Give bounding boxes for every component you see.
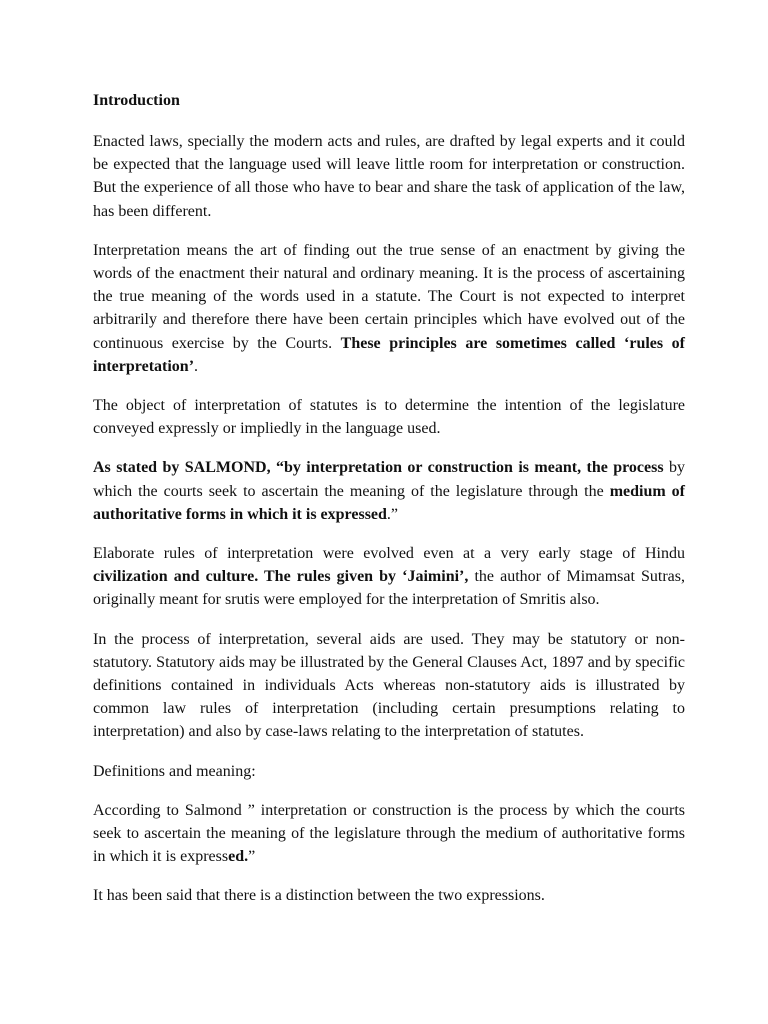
paragraph-hindu-rules <box>93 542 685 612</box>
document-page <box>93 90 685 924</box>
paragraph-text: According to Salmond ” interpretation or construction is the process by which the courts seek to ascertain the meaning of the legislature through the medium of authoritative forms in which it is express <box>93 801 685 866</box>
paragraph-text: Interpretation means the art of finding out the true sense of an enactment by giving the words of the enactment their natural and ordinary meaning. It is the process of ascertaining the true meaning of the words used in a statute. The Court is not expected to interpret arbitrarily and therefore there have been certain principles which have evolved out of the continuous exercise by the Courts. <box>93 241 685 352</box>
paragraph-text: .” <box>386 505 399 523</box>
paragraph-salmond-definition <box>93 799 685 869</box>
paragraph-text: by which the courts seek to ascertain the meaning of the legislature through the <box>93 459 686 500</box>
paragraph-enacted-laws: Enacted laws, specially the modern acts and rules, are drafted by legal experts and it could be expected that the language used will leave little room for interpretation or construction. But the experience of all those who have to bear and share the task of application of the law, has been different. <box>93 133 685 220</box>
paragraph-interpretation-meaning <box>93 239 685 378</box>
paragraph-text: ” <box>248 848 256 866</box>
paragraph-object-of-interpretation: The object of interpretation of statutes is to determine the intention of the legislature conveyed expressly or impliedly in the language used. <box>93 397 685 438</box>
bold-text: ed. <box>228 848 249 866</box>
page-title: Introduction <box>93 92 180 109</box>
section-subheading: Definitions and meaning: <box>93 762 256 780</box>
paragraph-salmond-quote <box>93 456 685 526</box>
paragraph-text: Elaborate rules of interpretation were evolved even at a very early stage of Hindu <box>93 545 685 563</box>
bold-text: These principles are sometimes called ‘rules of interpretation’ <box>93 334 686 375</box>
bold-text: medium of authoritative forms in which it is expressed <box>93 482 686 523</box>
paragraph-distinction: It has been said that there is a distinction between the two expressions. <box>93 887 545 905</box>
paragraph-text: . <box>194 357 199 375</box>
bold-text: As stated by SALMOND, “by interpretation or construction is meant, the process <box>93 459 664 477</box>
paragraph-aids: In the process of interpretation, several aids are used. They may be statutory or non-statutory. Statutory aids may be illustrated by the General Clauses Act, 1897 and by specific definitions contained in individuals Acts whereas non-statutory aids is illustrated by common law rules of interpretation (including certain presumptions relating to interpretation) and also by case-laws relating to the interpretation of statutes. <box>93 630 685 741</box>
paragraph-text: the author of Mimamsat Sutras, originally meant for srutis were employed for the interpretation of Smritis also. <box>93 568 685 609</box>
bold-text: civilization and culture. The rules given by ‘Jaimini’, <box>93 568 469 586</box>
